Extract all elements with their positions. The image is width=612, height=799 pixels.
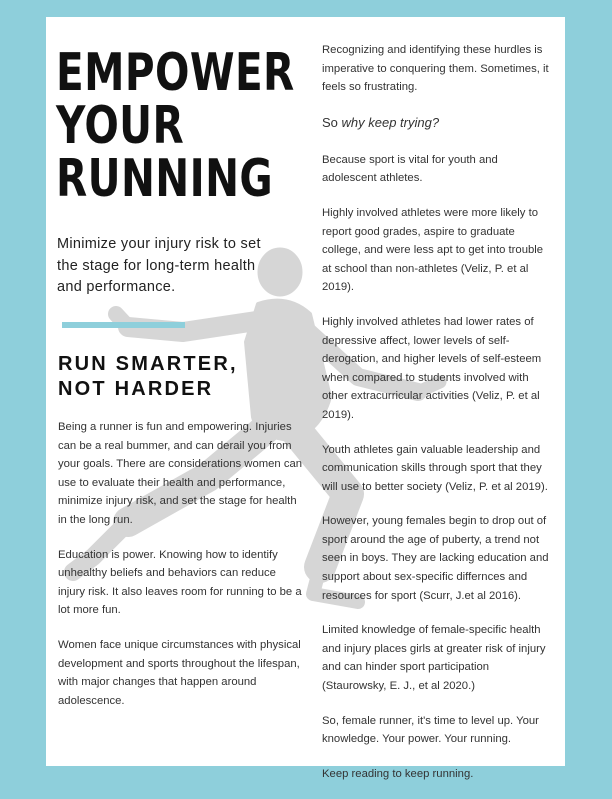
- left-column: [58, 418, 303, 726]
- body-paragraph: Highly involved athletes were more likely to report good grades, aspire to graduate college, and were less apt to get into trouble at school than non-athletes (Veliz, P. et al 2019).: [322, 206, 544, 294]
- accent-divider: [62, 322, 185, 328]
- title-line: RUNNING: [56, 149, 274, 209]
- tagline: Minimize your injury risk to set the stage for long-term health and performance.: [57, 236, 261, 295]
- body-paragraph: However, young females begin to drop out of sport around the age of puberty, a trend not seen in boys. They are lacking education and support about sex-specific differnces and resources for sport (Scurr, J.et al 2016).: [322, 515, 549, 602]
- body-paragraph: Education is power. Knowing how to identify unhealthy beliefs and behaviors can reduce injury risk. It also leaves room for running to be a lot more fun.: [58, 548, 302, 617]
- page-title: [56, 43, 295, 209]
- body-paragraph: Because sport is vital for youth and adolescent athletes.: [322, 153, 498, 185]
- question-emphasis: why keep trying?: [341, 114, 440, 130]
- section-heading: RUN SMARTER, NOT HARDER: [58, 353, 238, 400]
- question-prefix: So: [322, 114, 342, 130]
- right-column: [322, 41, 555, 799]
- body-paragraph: So, female runner, it's time to level up. Your knowledge. Your power. Your running.: [322, 714, 539, 746]
- document-page: [46, 17, 565, 780]
- question-line: [322, 113, 555, 133]
- title-line: YOUR: [56, 96, 185, 156]
- body-paragraph: Highly involved athletes had lower rates of depressive affect, lower levels of self-derogation, and higher levels of self-esteem when compared to students involved with other extracurricular activities (Veliz, P. et al 2019).: [322, 315, 542, 421]
- body-paragraph: Being a runner is fun and empowering. Injuries can be a real bummer, and can derail you from your goals. There are considerations women can use to evaluate their health and performance, minimize injury risk, and set the stage for health in the long run.: [58, 421, 303, 526]
- body-paragraph: Youth athletes gain valuable leadership and communication skills through sport that they will use to better society (Veliz, P. et al 2019).: [322, 443, 548, 493]
- title-line: EMPOWER: [56, 43, 295, 103]
- body-paragraph: Limited knowledge of female-specific health and injury places girls at greater risk of injury and can hinder sport participation (Staurowsky, E. J., et al 2020.): [322, 624, 546, 693]
- intro-paragraph: Recognizing and identifying these hurdles is imperative to conquering them. Sometimes, it feels so frustrating.: [322, 44, 549, 94]
- body-paragraph: Keep reading to keep running.: [322, 767, 474, 780]
- body-paragraph: Women face unique circumstances with physical development and sports throughout the lifespan, with major changes that happen around adolescence.: [58, 638, 301, 707]
